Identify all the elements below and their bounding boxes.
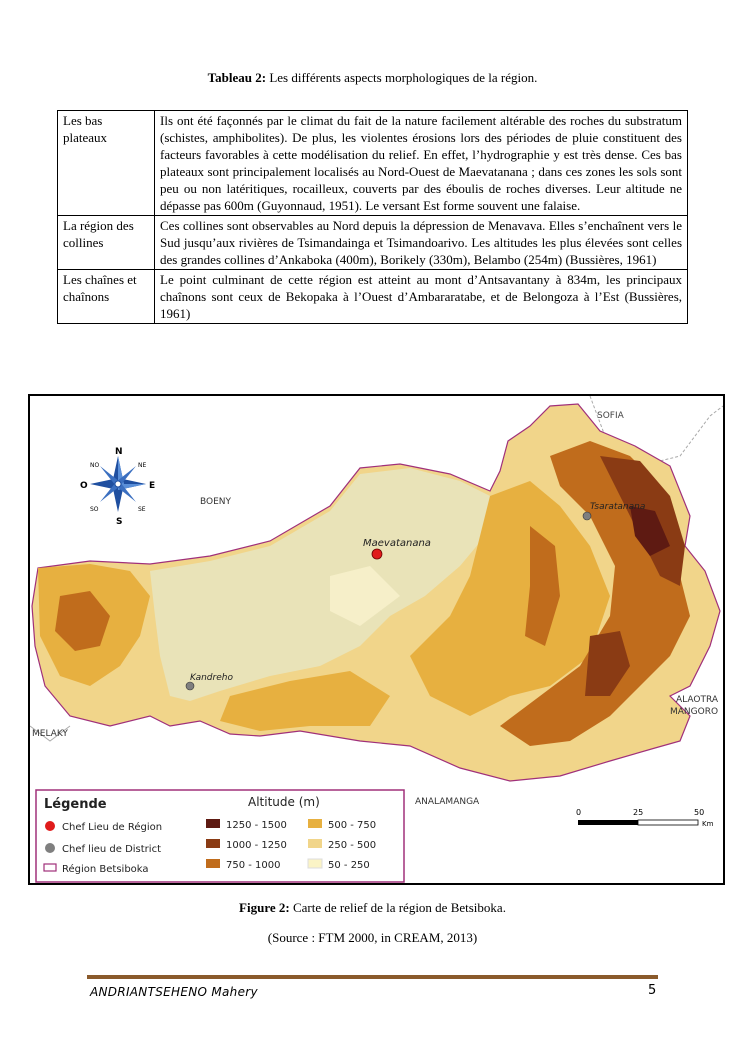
legend-swatch <box>308 819 322 828</box>
table-caption-text: Les différents aspects morphologiques de la région. <box>266 70 538 85</box>
compass-so: SO <box>90 506 99 513</box>
figure-caption <box>0 900 745 916</box>
label-mangoro: MANGORO <box>670 707 719 717</box>
page-number: 5 <box>648 983 657 998</box>
legend-class: 250 - 500 <box>328 840 377 851</box>
figure-caption-text: Carte de relief de la région de Betsiboka. <box>289 900 506 915</box>
compass-ne: NE <box>138 462 147 469</box>
label-alaotra: ALAOTRA <box>676 695 719 705</box>
row-description: Le point culminant de cette région est atteint au mont d’Antsavantany à 834m, les principaux chaînons sont ceux de Bekopaka à l’Ouest d’Ambararatabe, et de Belongoza à l’Est (Bussières, 1961) <box>155 270 688 324</box>
map-legend <box>36 790 404 882</box>
marker-kandreho <box>186 682 194 690</box>
figure-caption-label: Figure 2: <box>239 900 290 915</box>
table-caption-label: Tableau 2: <box>207 70 267 85</box>
legend-class: 1000 - 1250 <box>226 840 287 851</box>
label-boeny: BOENY <box>200 497 232 507</box>
legend-class: 50 - 250 <box>328 860 370 871</box>
legend-swatch <box>206 859 220 868</box>
legend-item: Chef Lieu de Région <box>62 822 163 833</box>
scale-tick-50: 50 <box>694 808 705 817</box>
marker-tsaratanana <box>583 512 591 520</box>
legend-altitude-title: Altitude (m) <box>248 795 320 809</box>
scale-unit: Km <box>702 820 714 828</box>
scale-tick-25: 25 <box>633 808 644 817</box>
footer-author: ANDRIANTSEHENO Mahery <box>90 985 258 999</box>
legend-swatch <box>206 839 220 848</box>
label-maevatanana: Maevatanana <box>363 538 431 549</box>
row-label: Les chaînes et chaînons <box>58 270 155 324</box>
label-analamanga: ANALAMANGA <box>415 797 480 807</box>
scale-tick-0: 0 <box>576 808 582 817</box>
compass-no: NO <box>90 462 100 469</box>
compass-n: N <box>115 447 123 457</box>
legend-class: 500 - 750 <box>328 820 377 831</box>
row-label: Les bas plateaux <box>58 111 155 216</box>
legend-class: 1250 - 1500 <box>226 820 287 831</box>
table-caption <box>0 70 745 86</box>
legend-item: Région Betsiboka <box>62 864 149 875</box>
compass-e: E <box>149 481 156 491</box>
footer-rule <box>87 975 658 979</box>
table-row <box>58 270 688 324</box>
legend-class: 750 - 1000 <box>226 860 281 871</box>
table-row <box>58 111 688 216</box>
legend-swatch <box>308 839 322 848</box>
figure-source: (Source : FTM 2000, in CREAM, 2013) <box>267 930 478 945</box>
table-row <box>58 216 688 270</box>
relief-map <box>28 394 725 885</box>
label-sofia: SOFIA <box>597 411 624 421</box>
row-label: La région des collines <box>58 216 155 270</box>
legend-swatch <box>308 859 322 868</box>
label-melaky: MELAKY <box>32 729 68 739</box>
legend-title: Légende <box>44 797 107 812</box>
marker-maevatanana <box>372 549 382 559</box>
legend-red-marker <box>45 821 55 831</box>
legend-item: Chef lieu de District <box>62 844 161 855</box>
compass-s: S <box>116 517 123 527</box>
label-kandreho: Kandreho <box>190 673 233 683</box>
compass-o: O <box>80 481 88 491</box>
morphology-table <box>57 110 688 324</box>
compass-se: SE <box>138 506 146 513</box>
row-description: Ces collines sont observables au Nord depuis la dépression de Menavava. Elles s’enchaînent vers le Sud jusqu’aux rivières de Tsimandainga et Tsimandoarivo. Les altitudes les plus élevées sont celles des grandes collines d’Ankaboka (400m), Borikely (330m), Belambo (254m) (Bussières, 1961) <box>155 216 688 270</box>
legend-grey-marker <box>45 843 55 853</box>
row-description: Ils ont été façonnés par le climat du fait de la nature facilement altérable des roches du substratum (schistes, amphibolites). De plus, les violentes érosions lors des périodes de pluie constituent des facteurs favorables à cette modélisation du relief. En effet, l’hydrographie y est très dense. Ces bas plateaux sont principalement localisés au Nord-Ouest de Maevatanana ; dans ces zones les sols sont peu ou non latéritiques, rocailleux, couverts par des éboulis de roches diverses. Leur altitude ne dépasse pas 600m (Guyonnaud, 1951). Le versant Est forme souvent une falaise. <box>155 111 688 216</box>
legend-swatch <box>206 819 220 828</box>
label-tsaratanana: Tsaratanana <box>590 502 646 512</box>
